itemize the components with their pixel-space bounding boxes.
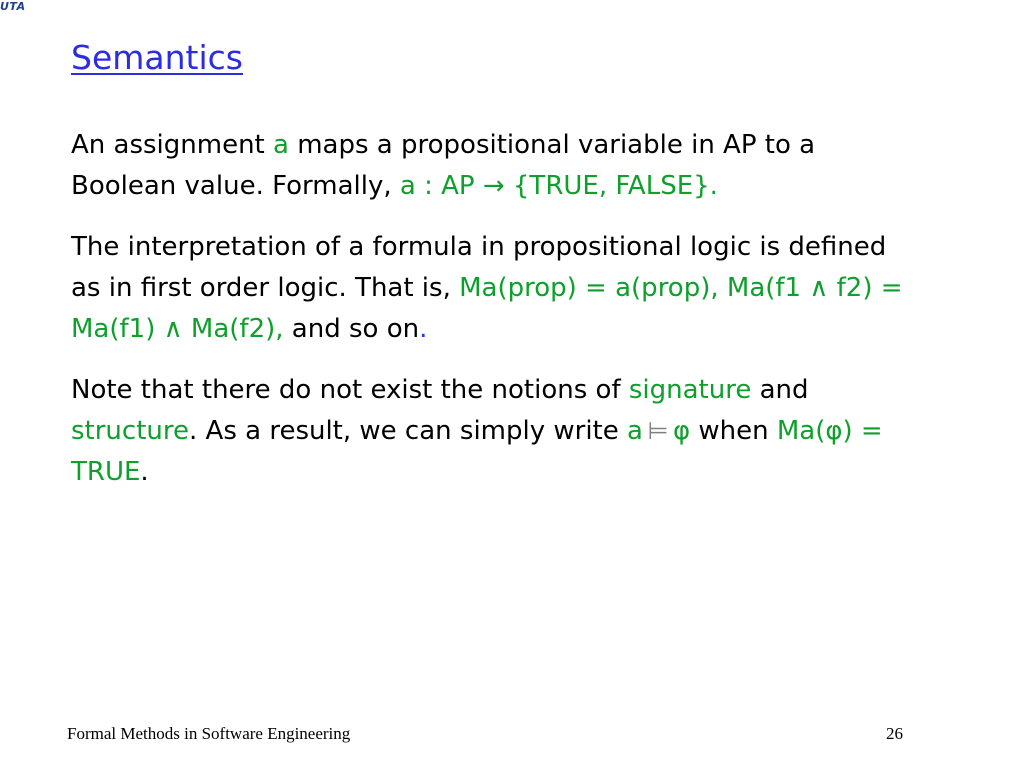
truth-formula: Ma(φ) = TRUE [71,416,883,487]
paragraph-note [71,370,921,493]
footer-course-title: Formal Methods in Software Engineering [67,724,351,743]
paragraph2-text-2: and so on [283,314,420,344]
signature-term: signature [628,375,752,405]
slide-title: Semantics [71,38,243,77]
assignment-symbol: a [273,130,289,160]
paragraph2-period: . [419,314,428,344]
slide-body [71,125,921,513]
paragraph3-text-1: Note that there do not exist the notions of [71,375,629,405]
structure-term: structure [71,416,189,446]
paragraph3-text-4: when [690,416,777,446]
footer-page-number: 26 [886,724,903,743]
paragraph-interpretation [71,227,921,350]
paragraph1-text-2: maps a propositional variable in AP to a Boolean value. Formally, [71,130,816,201]
phi-symbol: φ [672,416,691,446]
paragraph-assignment [71,125,921,207]
paragraph1-text-1: An assignment [71,130,274,160]
paragraph3-text-3: . As a result, we can simply write [189,416,628,446]
models-symbol: ⊨ [647,417,669,445]
paragraph2-text-1: The interpretation of a formula in propositional logic is defined as in first order logic. That is, [71,232,887,303]
uta-logo: UTA [0,0,26,13]
interpretation-formula: Ma(prop) = a(prop), Ma(f1 ∧ f2) = Ma(f1) ∧ Ma(f2), [71,273,903,344]
assignment-symbol-2: a [627,416,643,446]
paragraph3-text-5: . [140,457,149,487]
assignment-formula: a : AP → {TRUE, FALSE}. [399,171,718,201]
paragraph3-text-2: and [751,375,809,405]
